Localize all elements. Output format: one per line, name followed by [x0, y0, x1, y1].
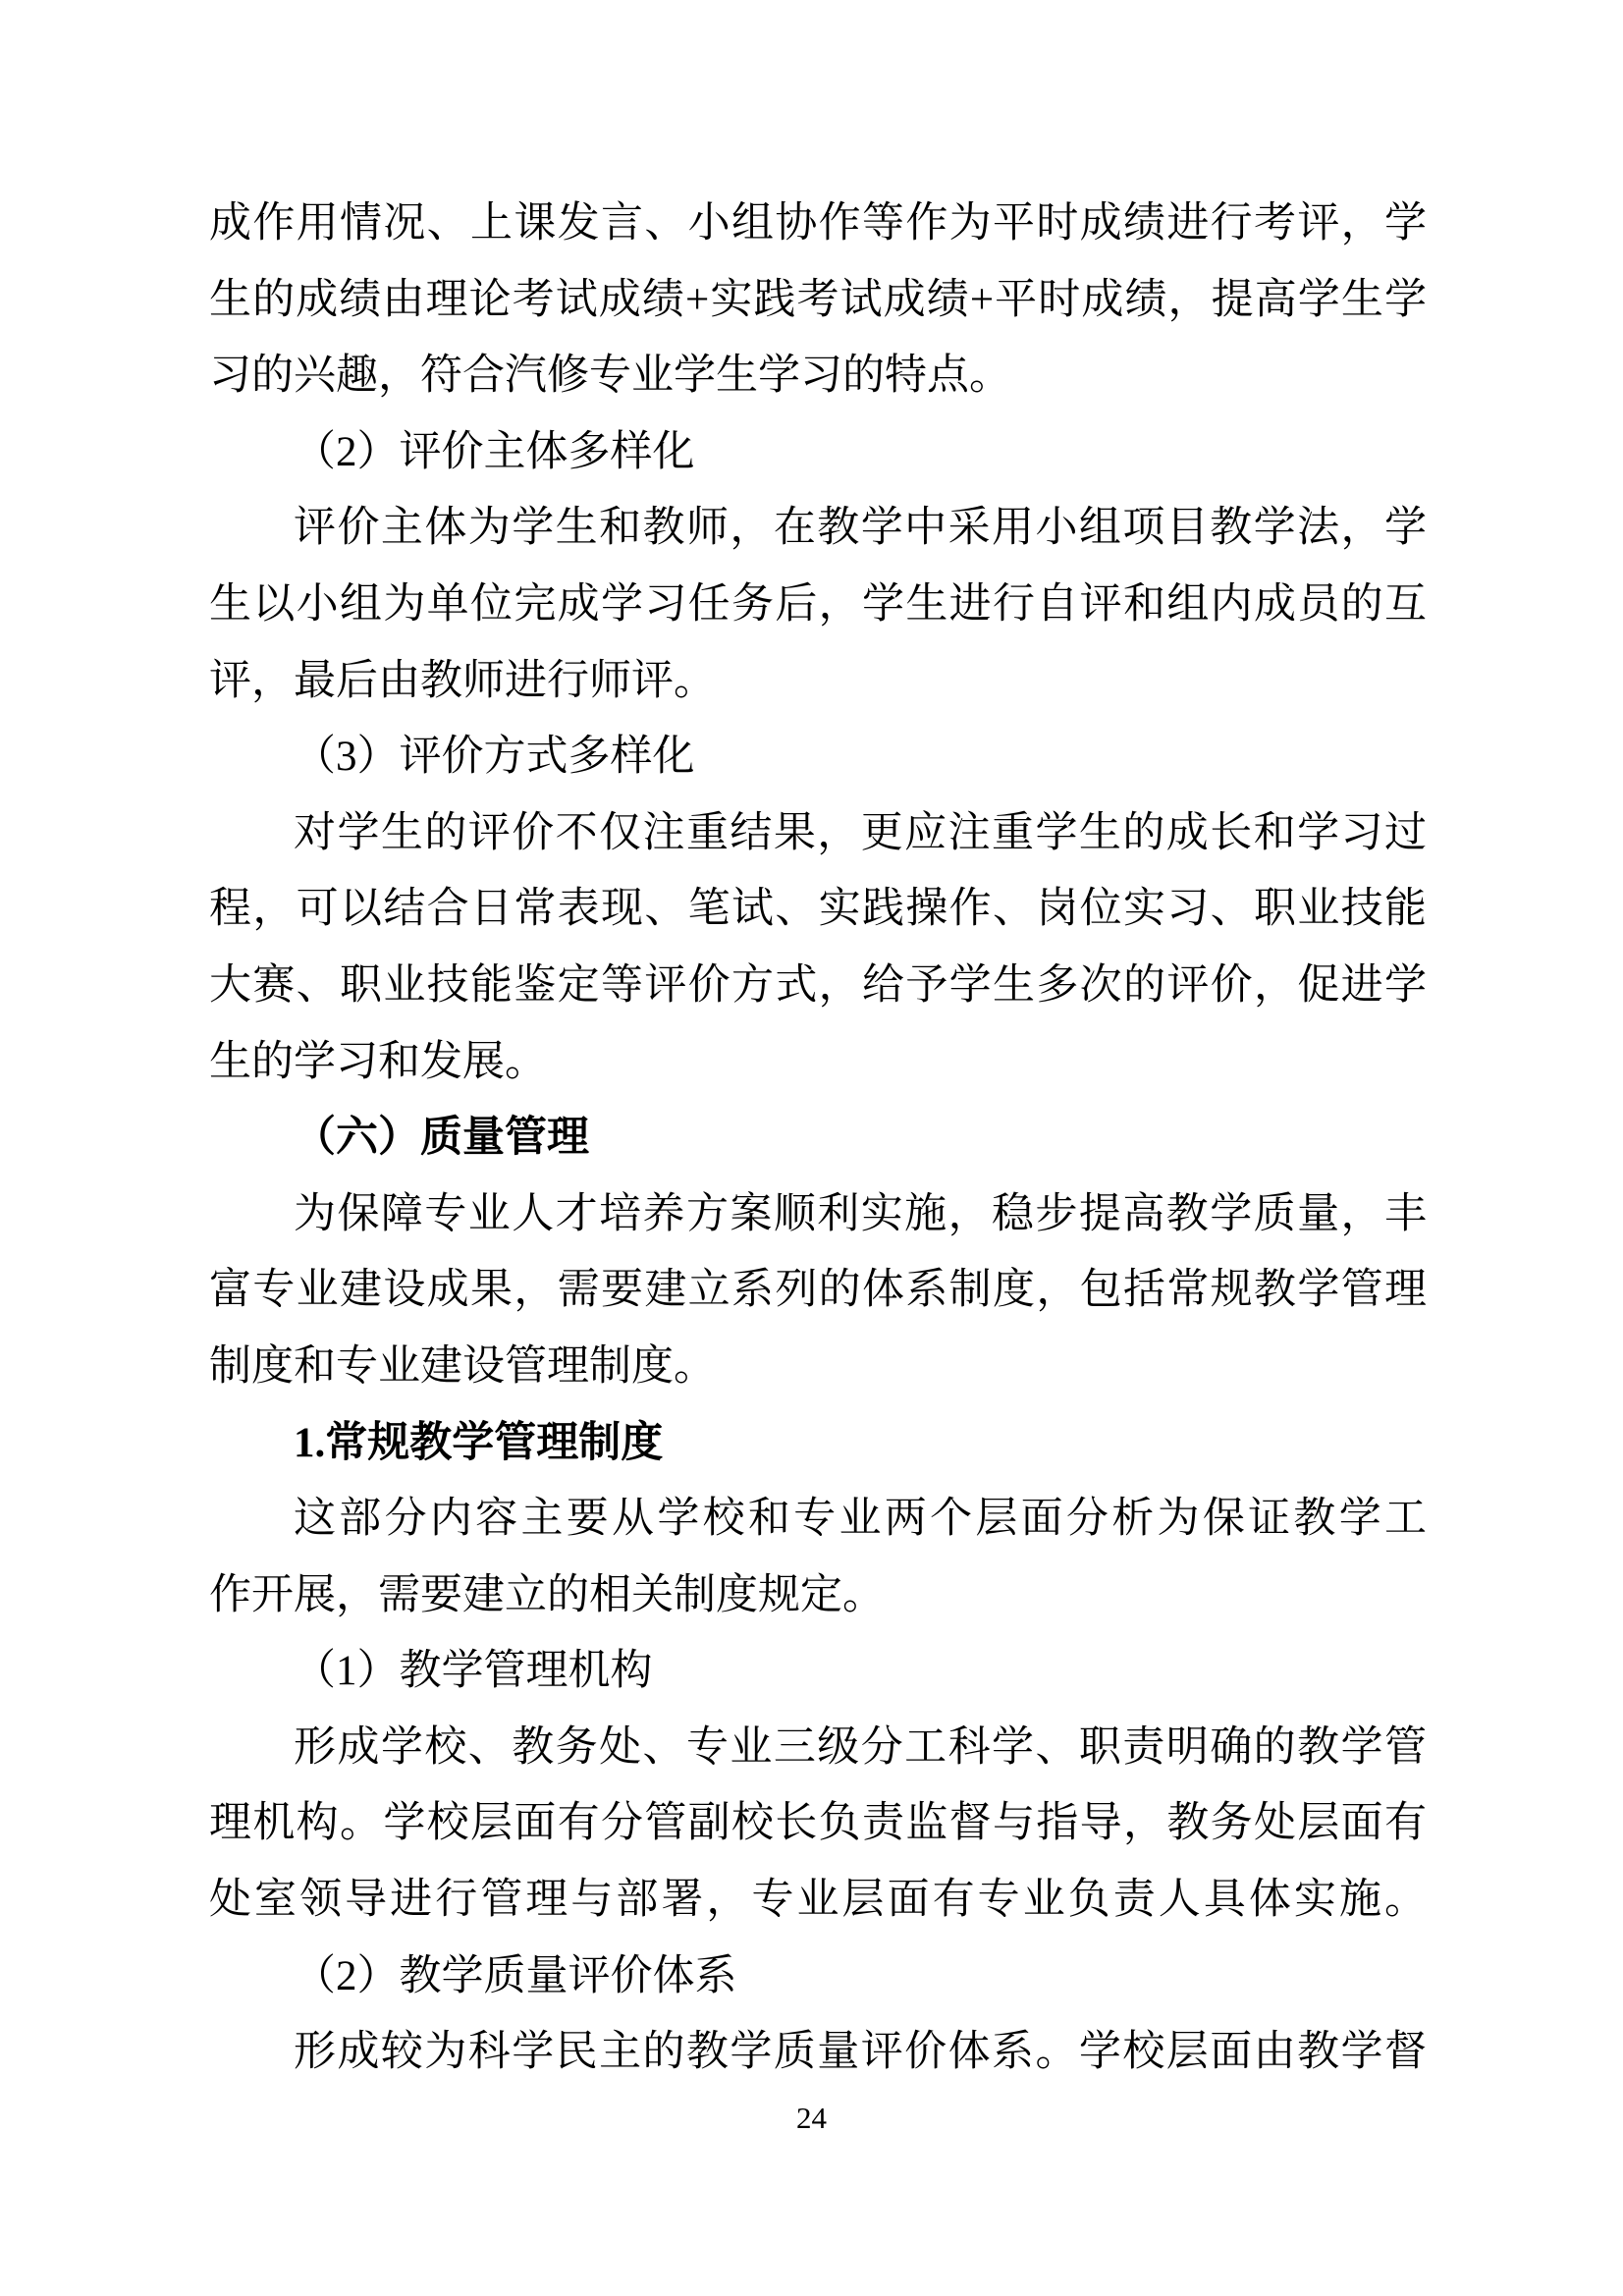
text-line: 形成较为科学民主的教学质量评价体系。学校层面由教学督	[294, 2029, 1427, 2076]
text-line: 评，最后由教师进行师评。	[209, 657, 716, 704]
text-line: （3）评价方式多样化	[294, 734, 695, 781]
heading-line: 1.常规教学管理制度	[294, 1419, 664, 1466]
text-line: 生的成绩由理论考试成绩+实践考试成绩+平时成绩，提高学生学	[209, 276, 1427, 323]
text-line: 成作用情况、上课发言、小组协作等作为平时成绩进行考评，学	[209, 200, 1427, 246]
text-line: 理机构。学校层面有分管副校长负责监督与指导，教务处层面有	[209, 1800, 1427, 1847]
text-line: 程，可以结合日常表现、笔试、实践操作、岗位实习、职业技能	[209, 886, 1427, 933]
text-line: 作开展，需要建立的相关制度规定。	[209, 1571, 885, 1618]
text-line: 处室领导进行管理与部署，专业层面有专业负责人具体实施。	[209, 1877, 1427, 1924]
document-body	[209, 186, 1427, 2091]
text-line: （2）教学质量评价体系	[294, 1952, 737, 1999]
text-line: 富专业建设成果，需要建立系列的体系制度，包括常规教学管理	[209, 1267, 1427, 1314]
page-number: 24	[796, 2101, 827, 2135]
text-line: 评价主体为学生和教师，在教学中采用小组项目教学法，学	[294, 505, 1427, 552]
text-line: 这部分内容主要从学校和专业两个层面分析为保证教学工	[294, 1496, 1427, 1543]
text-line: 生的学习和发展。	[209, 1038, 547, 1085]
text-line: （2）评价主体多样化	[294, 428, 695, 475]
text-line: 形成学校、教务处、专业三级分工科学、职责明确的教学管	[294, 1723, 1427, 1771]
text-line: 生以小组为单位完成学习任务后，学生进行自评和组内成员的互	[209, 580, 1427, 628]
text-line: 习的兴趣，符合汽修专业学生学习的特点。	[209, 353, 1011, 400]
text-line: 对学生的评价不仅注重结果，更应注重学生的成长和学习过	[294, 809, 1427, 856]
text-line: 制度和专业建设管理制度。	[209, 1342, 716, 1390]
text-line: 大赛、职业技能鉴定等评价方式，给予学生多次的评价，促进学	[209, 961, 1427, 1009]
text-line: 为保障专业人才培养方案顺利实施，稳步提高教学质量，丰	[294, 1190, 1427, 1237]
text-line: （1）教学管理机构	[294, 1648, 653, 1695]
heading-line: （六）质量管理	[294, 1115, 589, 1162]
